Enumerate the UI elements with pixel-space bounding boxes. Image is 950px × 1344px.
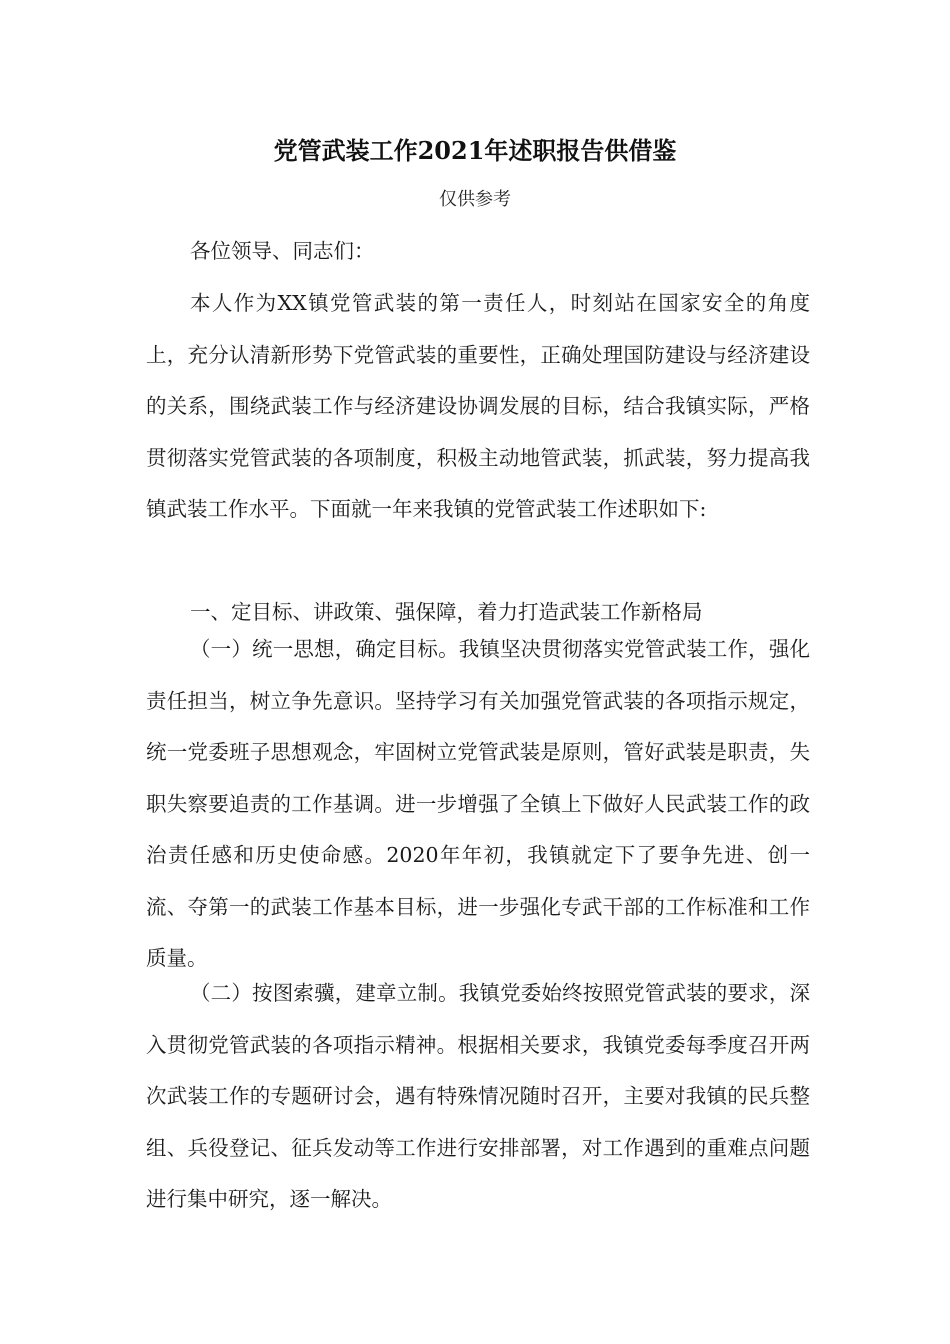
document-subtitle: 仅供参考 [439, 189, 511, 210]
section-2-paragraph: （二）按图索骥，建章立制。我镇党委始终按照党管武装的要求，深入贯彻党管武装的各项指示精神。根据相关要求，我镇党委每季度召开两次武装工作的专题研讨会，遇有特殊情况随时召开，主要对我镇的民兵整组、兵役登记、征兵发动等工作进行安排部署，对工作遇到的重难点问题进行集中研究，逐一解决。 [146, 981, 810, 1211]
document-title: 党管武装工作2021年述职报告供借鉴 [273, 136, 677, 165]
greeting-paragraph: 各位领导、同志们： [190, 239, 375, 263]
intro-paragraph: 本人作为XX镇党管武装的第一责任人，时刻站在国家安全的角度上，充分认清新形势下党管武装的重要性，正确处理国防建设与经济建设的关系，围绕武装工作与经济建设协调发展的目标，结合我镇实际，严格贯彻落实党管武装的各项制度，积极主动地管武装，抓武装，努力提高我镇武装工作水平。下面就一年来我镇的党管武装工作述职如下: [146, 291, 810, 521]
section-1-paragraph: （一）统一思想，确定目标。我镇坚决贯彻落实党管武装工作，强化责任担当，树立争先意识。坚持学习有关加强党管武装的各项指示规定，统一党委班子思想观念，牢固树立党管武装是原则，管好武装是职责，失职失察要追责的工作基调。进一步增强了全镇上下做好人民武装工作的政治责任感和历史使命感。2020年年初，我镇就定下了要争先进、创一流、夺第一的武装工作基本目标，进一步强化专武干部的工作标准和工作质量。 [146, 637, 810, 970]
section-heading-1: 一、定目标、讲政策、强保障，着力打造武装工作新格局 [190, 600, 703, 624]
